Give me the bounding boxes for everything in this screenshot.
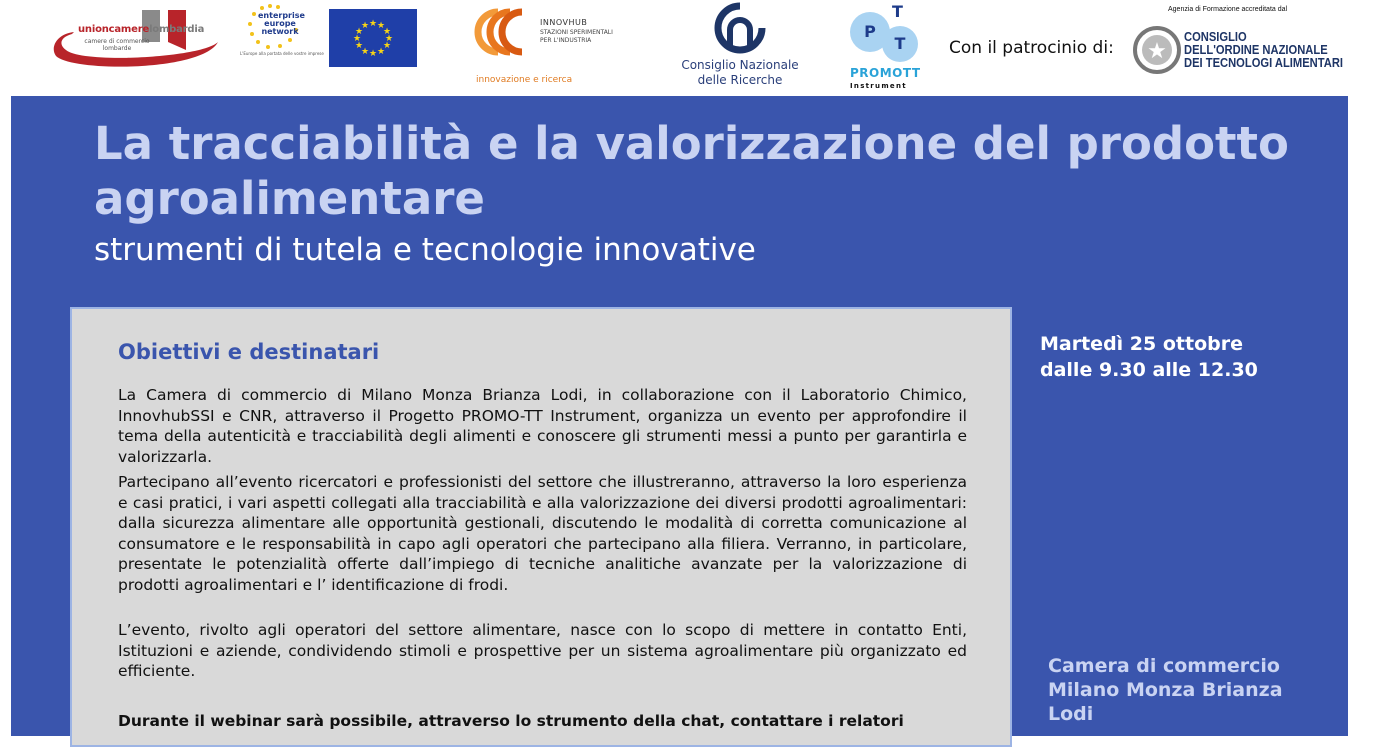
enterprise-europe-network-logo	[240, 4, 324, 64]
een-line3: network	[261, 27, 299, 36]
svg-text:★: ★	[376, 47, 386, 57]
een-name	[258, 11, 305, 36]
promott-logo	[848, 2, 924, 92]
promott-t-circle	[882, 26, 918, 62]
een-line2: europe	[264, 19, 296, 28]
logo-bar	[0, 0, 1373, 96]
eu-stars-icon	[329, 9, 417, 67]
innovhub-subtitle	[540, 29, 613, 45]
objectives-paragraph-3: L’evento, rivolto agli operatori del settore alimentare, nasce con lo scopo di mettere in contatto Enti, Istituzioni e aziende, condividendo stimoli e prospettive per un sistema agroalimentare più organizzato ed efficiente.	[118, 621, 967, 680]
unioncamere-subtitle: camere di commercio lombarde	[84, 38, 150, 52]
svg-text:★: ★	[1147, 39, 1167, 64]
unioncamere-name: unioncamerelombardia	[78, 24, 205, 35]
innovhub-tagline: innovazione e ricerca	[476, 75, 573, 85]
organizer-line2: Milano Monza Brianza	[1048, 679, 1283, 701]
cnr-name	[678, 58, 802, 88]
promott-t1: T	[892, 2, 903, 21]
svg-text:★: ★	[382, 27, 392, 37]
svg-text:★: ★	[368, 19, 378, 29]
svg-text:★: ★	[354, 27, 364, 37]
consiglio-tecnologi-logo	[1133, 4, 1348, 82]
svg-text:★: ★	[382, 41, 392, 51]
objectives-heading: Obiettivi e destinatari	[118, 340, 380, 364]
svg-text:★: ★	[360, 47, 370, 57]
svg-text:★: ★	[376, 21, 386, 31]
svg-text:★: ★	[384, 34, 394, 44]
organizer-line1: Camera di commercio	[1048, 655, 1280, 677]
objectives-paragraph-1: La Camera di commercio di Milano Monza Brianza Lodi, in collaborazione con il Laboratorio Chimico, InnovhubSSI e CNR, attraverso il Progetto PROMO-TT Instrument, organizza un evento per approfondire il tema della autenticità e tracciabilità degli alimenti e conoscere gli strumenti messi a punto per garantirla e valorizzarla.	[118, 386, 967, 466]
cnr-line1: Consiglio Nazionale	[681, 58, 799, 72]
objectives-paragraph-2: Partecipano all’evento ricercatori e professionisti del settore che illustreranno, attraverso la loro esperienza e casi pratici, i vari aspetti collegati alla tracciabilità e alla valorizzazione dei diversi prodotti agroalimentari: dalla sicurezza alimentare alle opportunità gestionali, discutendo le modalità di corretta comunicazione al consumatore e le responsabilità in capo agli operatori che partecipano alla filiera. Verranno, in particolare, presentate le potenzialità offerte dall’impiego di tecniche analitiche avanzate per la valorizzazione di prodotti agroalimentari e l’ identificazione di frodi.	[118, 473, 967, 594]
cnr-logo	[678, 2, 802, 90]
svg-text:★: ★	[368, 49, 378, 59]
innovhub-title: INNOVHUB	[540, 18, 588, 27]
consiglio-accreditation: Agenzia di Formazione accreditata dal	[1168, 6, 1288, 13]
een-tagline: L'Europe alla portata delle vostre imprese	[240, 51, 324, 56]
innovhub-logo	[474, 6, 644, 90]
een-line1: enterprise	[258, 11, 305, 20]
cnr-mark-icon	[678, 2, 802, 56]
event-date	[1040, 331, 1258, 383]
italian-emblem-icon	[1133, 22, 1183, 78]
promott-name: PROMOTT	[850, 66, 921, 80]
innovhub-ccc-icon	[474, 6, 534, 58]
event-date-day: Martedì 25 ottobre	[1040, 333, 1243, 355]
innovhub-sub2: PER L'INDUSTRIA	[540, 37, 592, 44]
consiglio-name	[1184, 30, 1343, 69]
objectives-box	[70, 307, 1012, 747]
svg-text:★: ★	[354, 41, 364, 51]
event-organizer	[1048, 654, 1338, 726]
promott-t2: T	[894, 34, 906, 53]
patrocinio-label: Con il patrocinio di:	[949, 38, 1114, 58]
organizer-line3: Lodi	[1048, 703, 1094, 725]
consiglio-line3: DEI TECNOLOGI ALIMENTARI	[1184, 55, 1344, 70]
cnr-line2: delle Ricerche	[697, 73, 783, 87]
innovhub-sub1: STAZIONI SPERIMENTALI	[540, 29, 613, 36]
event-title: La tracciabilità e la valorizzazione del prodotto agroalimentare	[94, 117, 1289, 225]
eu-flag-logo	[329, 9, 417, 67]
consiglio-line1: CONSIGLIO	[1184, 29, 1247, 44]
unioncamere-lombardia-logo	[52, 6, 220, 70]
svg-text:★: ★	[352, 34, 362, 44]
consiglio-line2: DELL'ORDINE NAZIONALE	[1184, 42, 1328, 57]
promott-instrument: Instrument	[850, 82, 907, 90]
svg-text:★: ★	[360, 21, 370, 31]
webinar-chat-note: Durante il webinar sarà possibile, attraverso lo strumento della chat, contattare i relatori	[118, 712, 904, 730]
event-subtitle: strumenti di tutela e tecnologie innovative	[94, 232, 756, 268]
event-date-time: dalle 9.30 alle 12.30	[1040, 359, 1258, 381]
promott-p: P	[864, 22, 876, 41]
